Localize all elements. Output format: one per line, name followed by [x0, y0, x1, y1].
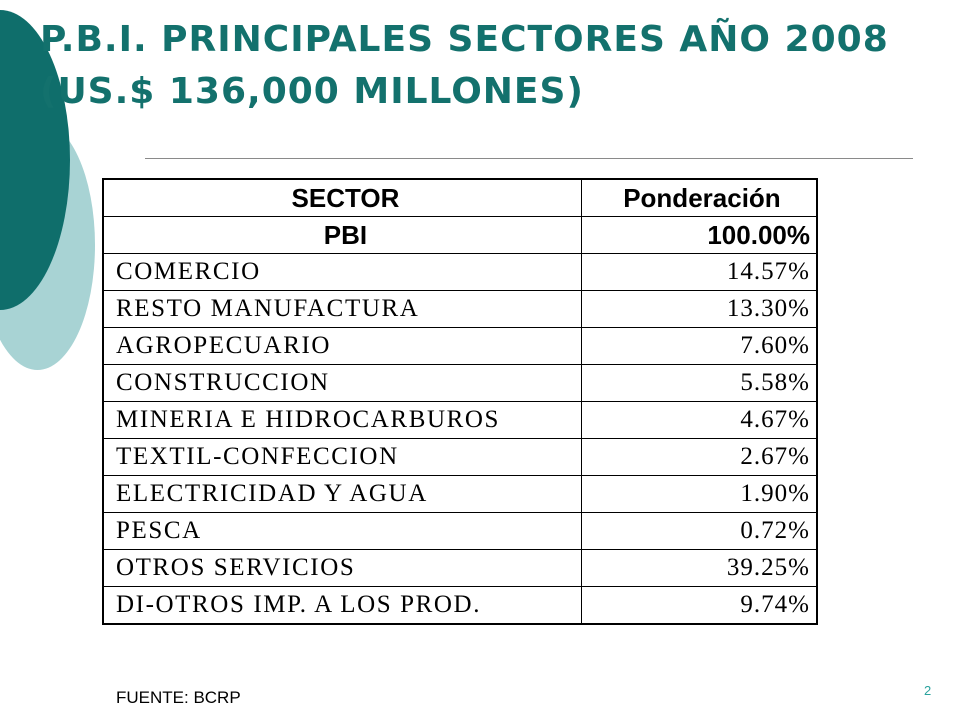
sector-name: PESCA: [103, 513, 581, 550]
title-line-1: P.B.I. PRINCIPALES SECTORES AÑO 2008: [40, 19, 889, 60]
sector-weight: 9.74%: [581, 587, 817, 625]
total-row: [103, 217, 817, 254]
source-note: FUENTE: BCRP: [116, 688, 241, 707]
sectors-table: [102, 178, 818, 625]
sector-name: COMERCIO: [103, 254, 581, 291]
sector-name: MINERIA E HIDROCARBUROS: [103, 402, 581, 439]
sector-name: ELECTRICIDAD Y AGUA: [103, 476, 581, 513]
sector-name: TEXTIL-CONFECCION: [103, 439, 581, 476]
table-row: [103, 587, 817, 625]
slide-title: [40, 14, 940, 118]
table-row: [103, 365, 817, 402]
table-row: [103, 476, 817, 513]
table-row: [103, 328, 817, 365]
sector-weight: 5.58%: [581, 365, 817, 402]
table-row: [103, 439, 817, 476]
table-row: [103, 513, 817, 550]
sector-name: RESTO MANUFACTURA: [103, 291, 581, 328]
sector-weight: 0.72%: [581, 513, 817, 550]
total-sector: PBI: [103, 217, 581, 254]
header-row: [103, 179, 817, 217]
table-row: [103, 550, 817, 587]
sector-weight: 13.30%: [581, 291, 817, 328]
sector-name: OTROS SERVICIOS: [103, 550, 581, 587]
total-weight: 100.00%: [581, 217, 817, 254]
sector-name: CONSTRUCCION: [103, 365, 581, 402]
table-row: [103, 291, 817, 328]
sector-weight: 2.67%: [581, 439, 817, 476]
header-sector: SECTOR: [103, 179, 581, 217]
header-weight: Ponderación: [581, 179, 817, 217]
divider-line: [145, 158, 913, 159]
sector-weight: 7.60%: [581, 328, 817, 365]
table-row: [103, 254, 817, 291]
title-line-2: (US.$ 136,000 MILLONES): [40, 71, 584, 112]
sector-weight: 14.57%: [581, 254, 817, 291]
sector-weight: 1.90%: [581, 476, 817, 513]
sector-weight: 4.67%: [581, 402, 817, 439]
sector-weight: 39.25%: [581, 550, 817, 587]
page-number: 2: [924, 683, 932, 698]
sector-name: DI-OTROS IMP. A LOS PROD.: [103, 587, 581, 625]
sector-name: AGROPECUARIO: [103, 328, 581, 365]
table-row: [103, 402, 817, 439]
